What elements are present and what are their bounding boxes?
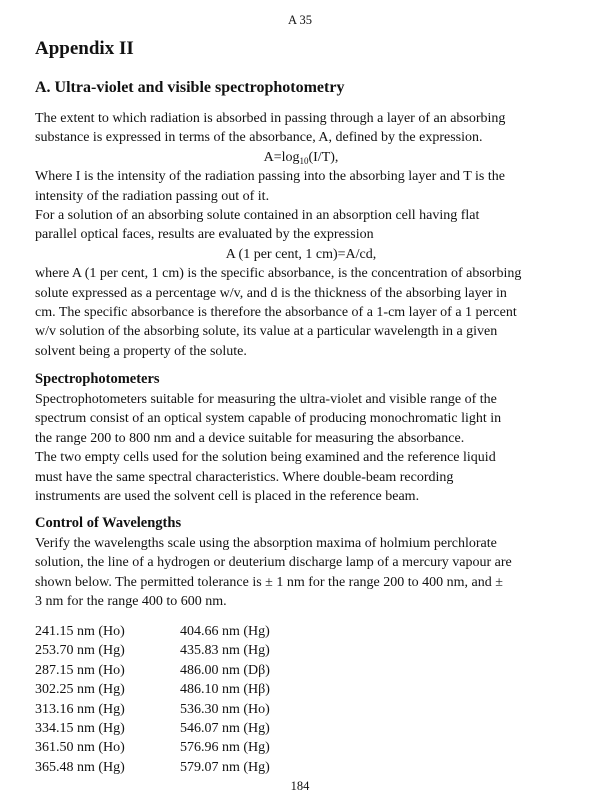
text-line: substance is expressed in terms of the absorbance, A, defined by the expression. [35,130,483,146]
text-line: w/v solution of the absorbing solute, its value at a particular wavelength in a given [35,324,498,340]
table-cell: 576.96 nm (Hg) [180,740,270,756]
text-line: solute expressed as a percentage w/v, and d is the thickness of the absorbing layer in [35,285,507,301]
table-cell: 404.66 nm (Hg) [180,624,270,639]
text-line: cm. The specific absorbance is therefore the absorbance of a 1-cm layer of a 1 percent [35,305,517,321]
page-number: 184 [290,779,310,793]
table-cell: 579.07 nm (Hg) [180,759,270,775]
section-title-uv-vis: A. Ultra-violet and visible spectrophotometry [35,79,345,96]
table-cell: 334.15 nm (Hg) [35,721,125,737]
text-line: solution, the line of a hydrogen or deuterium discharge lamp of a mercury vapour are [35,555,512,571]
table-row [35,622,380,641]
table-row [35,719,380,738]
table-cell: 313.16 nm (Hg) [35,701,125,717]
spectrophotometers-paragraph [35,390,567,506]
formula-subscript: 10 [299,155,309,166]
table-row [35,680,380,699]
text-line: must have the same spectral characteristics. Where double-beam recording [35,469,454,485]
text-line: Spectrophotometers suitable for measuring the ultra-violet and visible range of the [35,392,497,407]
table-row [35,738,380,757]
intro-paragraph [35,109,567,361]
text-line: The two empty cells used for the solution being examined and the reference liquid [35,450,496,466]
table-row [35,641,380,660]
text-line: The extent to which radiation is absorbed in passing through a layer of an absorbing [35,111,506,126]
table-row [35,661,380,680]
table-cell: 486.00 nm (Dβ) [180,662,270,678]
control-paragraph [35,534,567,612]
text-line: shown below. The permitted tolerance is ± 1 nm for the range 200 to 400 nm, and ± [35,574,503,590]
table-cell: 365.48 nm (Hg) [35,759,125,775]
table-cell: 546.07 nm (Hg) [180,721,270,737]
table-cell: 287.15 nm (Ho) [35,662,125,678]
table-cell: 435.83 nm (Hg) [180,643,270,659]
table-row [35,700,380,719]
table-cell: 486.10 nm (Hβ) [180,682,270,698]
text-line: spectrum consist of an optical system capable of producing monochromatic light in [35,411,502,427]
wavelength-table [35,622,380,777]
text-line: the range 200 to 800 nm and a device suitable for measuring the absorbance. [35,430,465,446]
text-line: solvent being a property of the solute. [35,343,247,359]
formula-suffix: (I/T), [308,149,339,165]
specific-absorbance-expression: A (1 per cent, 1 cm)=A/cd, [225,246,377,262]
text-line: instruments are used the solvent cell is placed in the reference beam. [35,489,420,505]
text-line: where A (1 per cent, 1 cm) is the specific absorbance, is the concentration of absorbing [35,266,522,282]
appendix-title: Appendix II [35,38,134,59]
table-row [35,758,380,777]
text-line: 3 nm for the range 400 to 600 nm. [35,594,227,610]
text-line: For a solution of an absorbing solute contained in an absorption cell having flat [35,208,480,224]
text-line: intensity of the radiation passing out of it. [35,188,270,204]
table-cell: 253.70 nm (Hg) [35,643,125,659]
page-header: A 35 [288,13,312,27]
table-cell: 302.25 nm (Hg) [35,682,125,698]
spectrophotometers-heading: Spectrophotometers [35,371,160,387]
text-line: parallel optical faces, results are evaluated by the expression [35,227,374,243]
absorbance-formula [35,148,567,167]
formula-prefix: A=log [263,149,300,165]
control-of-wavelengths-heading: Control of Wavelengths [35,515,182,531]
text-line: Verify the wavelengths scale using the absorption maxima of holmium perchlorate [35,536,497,551]
text-line: Where I is the intensity of the radiation passing into the absorbing layer and T is the [35,169,505,185]
table-cell: 536.30 nm (Ho) [180,701,270,717]
table-cell: 241.15 nm (Ho) [35,624,125,639]
table-cell: 361.50 nm (Ho) [35,740,125,756]
